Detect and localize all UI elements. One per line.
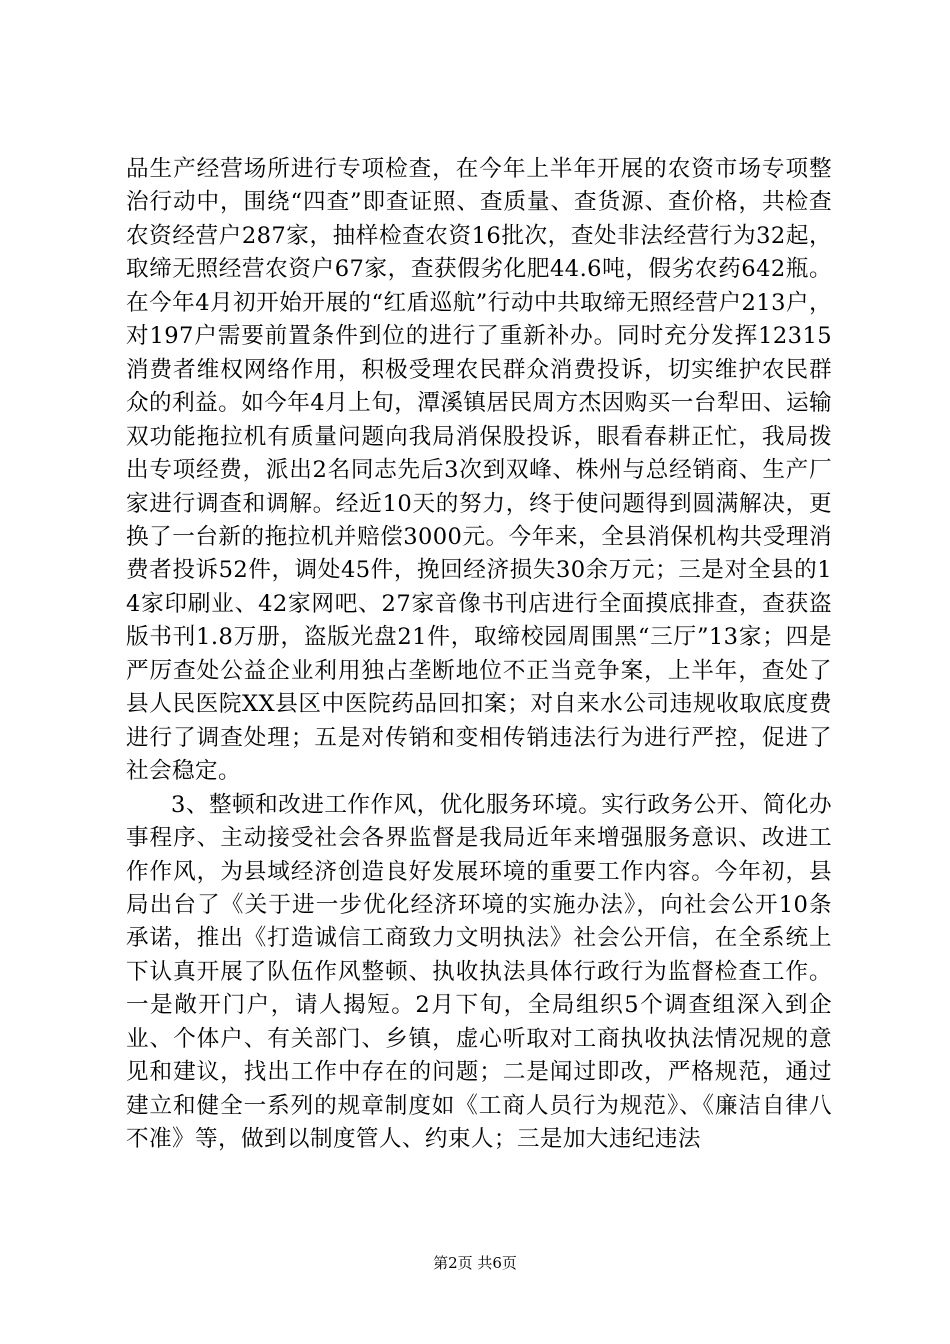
page-footer (0, 1252, 950, 1274)
paragraph-section-3: 3、整顿和改进工作作风，优化服务环境。实行政务公开、简化办事程序、主动接受社会各界监督是我局近年来增强服务意识、改进工作作风，为县域经济创造良好发展环境的重要工作内容。今年初，县局出台了《关于进一步优化经济环境的实施办法》，向社会公开10条承诺，推出《打造诚信工商致力文明执法》社会公开信，在全系统上下认真开展了队伍作风整顿、执收执法具体行政行为监督检查工作。一是敞开门户，请人揭短。2月下旬，全局组织5个调查组深入到企业、个体户、有关部门、乡镇，虚心听取对工商执收执法情况规的意见和建议，找出工作中存在的问题；二是闻过即改，严格规范，通过建立和健全一系列的规章制度如《工商人员行为规范》、《廉洁自律八不准》等，做到以制度管人、约束人；三是加大违纪违法 (126, 791, 832, 1153)
paragraph-continuation: 品生产经营场所进行专项检查，在今年上半年开展的农资市场专项整治行动中，围绕“四查”即查证照、查质量、查货源、查价格，共检查农资经营户287家，抽样检查农资16批次，查处非法经营行为32起，取缔无照经营农资户67家，查获假劣化肥44.6吨，假劣农药642瓶。在今年4月初开始开展的“红盾巡航”行动中共取缔无照经营户213户，对197户需要前置条件到位的进行了重新补办。同时充分发挥12315消费者维权网络作用，积极受理农民群众消费投诉，切实维护农民群众的利益。如今年4月上旬，潭溪镇居民周方杰因购买一台犁田、运输双功能拖拉机有质量问题向我局消保股投诉，眼看春耕正忙，我局拨出专项经费，派出2名同志先后3次到双峰、株州与总经销商、生产厂家进行调查和调解。经近10天的努力，终于使问题得到圆满解决，更换了一台新的拖拉机并赔偿3000元。今年来，全县消保机构共受理消费者投诉52件，调处45件，挽回经济损失30余万元；三是对全县的14家印刷业、42家网吧、27家音像书刊店进行全面摸底排查，查获盗版书刊1.8万册，盗版光盘21件，取缔校园周围黑“三厅”13家；四是严厉查处公益企业利用独占垄断地位不正当竞争案，上半年，查处了县人民医院XX县区中医院药品回扣案；对自来水公司违规收取底度费进行了调查处理；五是对传销和变相传销违法行为进行严控，促进了社会稳定。 (126, 156, 832, 785)
page-number-label: 第2页 共6页 (433, 1254, 517, 1272)
document-body (126, 153, 832, 1157)
